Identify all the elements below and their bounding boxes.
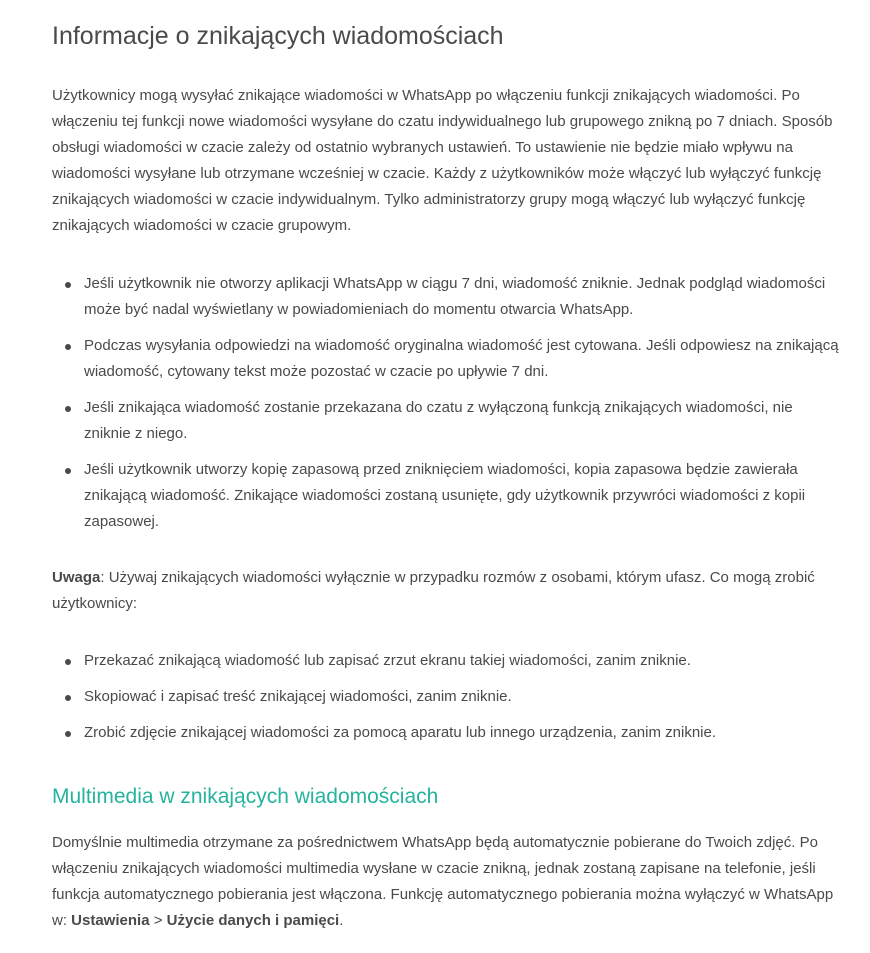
- list-item: Podczas wysyłania odpowiedzi na wiadomość oryginalna wiadomość jest cytowana. Jeśli odpowiesz na znikającą wiadomość, cytowany tekst może pozostać w czacie po upływie 7 dni.: [52, 333, 842, 385]
- note-label: Uwaga: [52, 569, 101, 586]
- path-separator: >: [149, 912, 167, 929]
- note-text: : Używaj znikających wiadomości wyłącznie w przypadku rozmów z osobami, którym ufasz. Co mogą zrobić użytkownicy:: [52, 569, 815, 612]
- media-text: Domyślnie multimedia otrzymane za pośrednictwem WhatsApp będą automatycznie pobierane do Twoich zdjęć. Po włączeniu znikających wiadomości multimedia wysłane w czacie znikną, jednak zostaną zapisane na telefonie, jeśli funkcja automatycznego pobierania jest włączona. Funkcję automatycznego pobierania można wyłączyć w WhatsApp w:: [52, 834, 834, 929]
- page-title: Informacje o znikających wiadomościach: [52, 22, 504, 50]
- list-item: Jeśli użytkownik utworzy kopię zapasową przed zniknięciem wiadomości, kopia zapasowa będzie zawierała znikającą wiadomość. Znikające wiadomości zostaną usunięte, gdy użytkownik przywróci wiadomości z kopii zapasowej.: [52, 457, 842, 535]
- info-bullet-list: [52, 271, 842, 545]
- list-item: Zrobić zdjęcie znikającej wiadomości za pomocą aparatu lub innego urządzenia, zanim zniknie.: [52, 720, 842, 746]
- list-item: Jeśli znikająca wiadomość zostanie przekazana do czatu z wyłączoną funkcją znikających wiadomości, nie zniknie z niego.: [52, 395, 842, 447]
- note-paragraph: [52, 565, 842, 617]
- media-paragraph: [52, 830, 842, 934]
- storage-path-item: Użycie danych i pamięci: [166, 912, 340, 929]
- list-item: Przekazać znikającą wiadomość lub zapisać zrzut ekranu takiej wiadomości, zanim zniknie.: [52, 648, 842, 674]
- list-item: Skopiować i zapisać treść znikającej wiadomości, zanim zniknie.: [52, 684, 842, 710]
- note-bullet-list: [52, 648, 842, 756]
- media-section-title: Multimedia w znikających wiadomościach: [52, 785, 439, 808]
- settings-path-item: Ustawienia: [71, 912, 150, 929]
- list-item: Jeśli użytkownik nie otworzy aplikacji WhatsApp w ciągu 7 dni, wiadomość zniknie. Jednak podgląd wiadomości może być nadal wyświetlany w powiadomieniach do momentu otwarcia WhatsApp.: [52, 271, 842, 323]
- period: .: [339, 912, 344, 929]
- intro-paragraph: Użytkownicy mogą wysyłać znikające wiadomości w WhatsApp po włączeniu funkcji znikających wiadomości. Po włączeniu tej funkcji nowe wiadomości wysyłane do czatu indywidualnego lub grupowego znikną po 7 dniach. Sposób obsługi wiadomości w czacie zależy od ostatnio wybranych ustawień. To ustawienie nie będzie miało wpływu na wiadomości wysyłane lub otrzymane wcześniej w czacie. Każdy z użytkowników może włączyć lub wyłączyć funkcję znikających wiadomości w czacie indywidualnym. Tylko administratorzy grupy mogą włączyć lub wyłączyć funkcję znikających wiadomości w czacie grupowym.: [52, 87, 833, 234]
